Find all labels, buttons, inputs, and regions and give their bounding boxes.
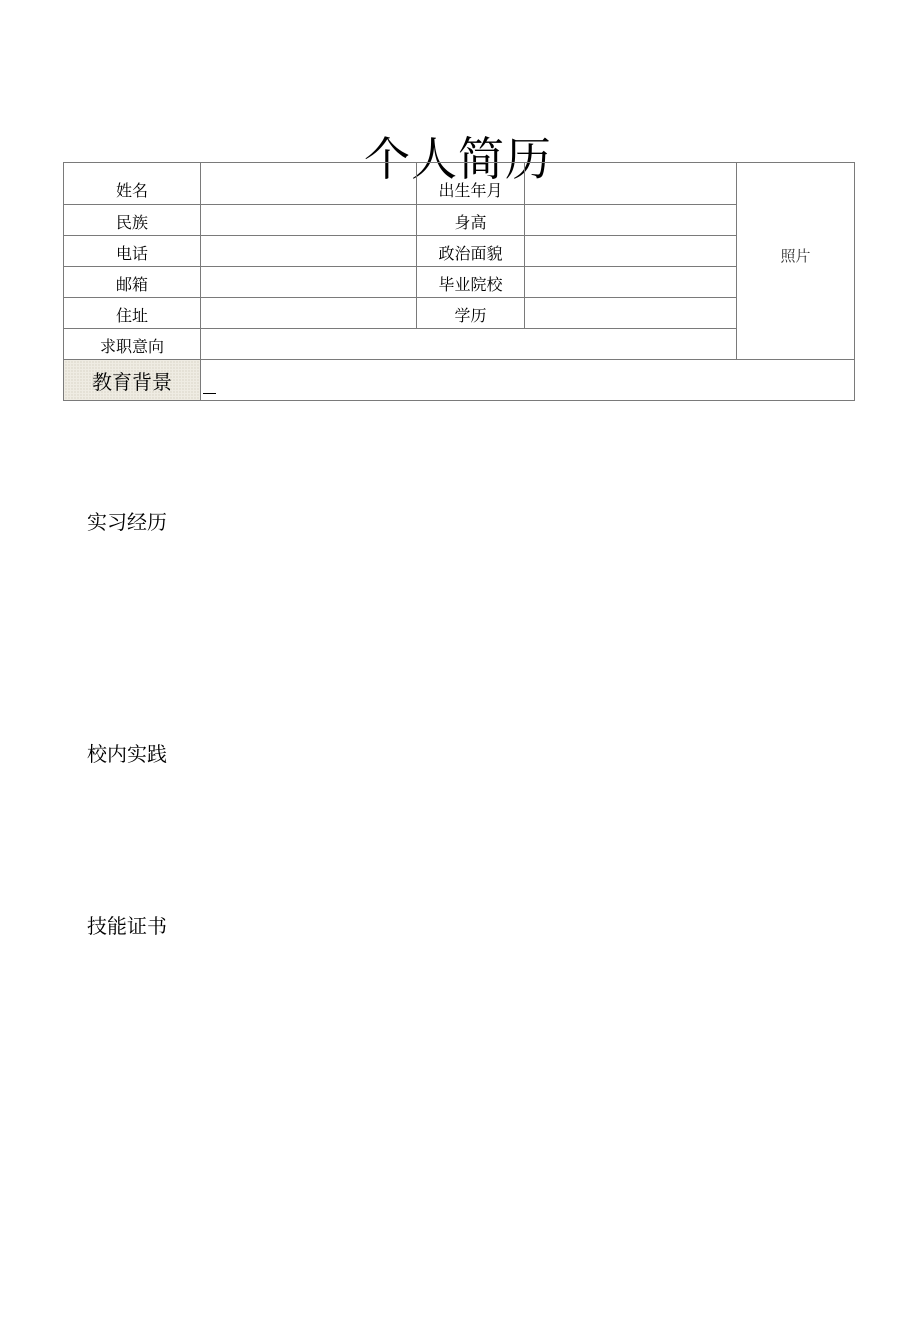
skills-certificates-heading: 技能证书 <box>87 914 167 938</box>
education-label: 教育背景 <box>64 360 201 401</box>
personal-info-table <box>63 162 855 401</box>
degree-field[interactable] <box>525 298 737 329</box>
email-label: 邮箱 <box>64 267 201 298</box>
job-intention-field[interactable] <box>201 329 737 360</box>
phone-label: 电话 <box>64 236 201 267</box>
name-label: 姓名 <box>64 163 201 205</box>
job-intention-label: 求职意向 <box>64 329 201 360</box>
table-row <box>64 329 855 360</box>
politics-label: 政治面貌 <box>417 236 525 267</box>
height-label: 身高 <box>417 205 525 236</box>
table-row <box>64 298 855 329</box>
ethnicity-label: 民族 <box>64 205 201 236</box>
birth-label: 出生年月 <box>417 163 525 205</box>
height-field[interactable] <box>525 205 737 236</box>
phone-field[interactable] <box>201 236 417 267</box>
degree-label: 学历 <box>417 298 525 329</box>
school-label: 毕业院校 <box>417 267 525 298</box>
table-row <box>64 163 855 205</box>
table-row <box>64 267 855 298</box>
address-field[interactable] <box>201 298 417 329</box>
ethnicity-field[interactable] <box>201 205 417 236</box>
table-row <box>64 360 855 401</box>
campus-practice-heading: 校内实践 <box>87 742 167 766</box>
page-title: 个人简历 <box>364 131 552 186</box>
name-field[interactable] <box>201 163 417 205</box>
politics-field[interactable] <box>525 236 737 267</box>
education-field[interactable] <box>201 360 855 401</box>
email-field[interactable] <box>201 267 417 298</box>
birth-field[interactable] <box>525 163 737 205</box>
photo-placeholder[interactable]: 照片 <box>737 163 855 360</box>
address-label: 住址 <box>64 298 201 329</box>
underline-mark <box>203 392 216 394</box>
table-row <box>64 205 855 236</box>
internship-heading: 实习经历 <box>87 510 167 534</box>
table-row <box>64 236 855 267</box>
school-field[interactable] <box>525 267 737 298</box>
